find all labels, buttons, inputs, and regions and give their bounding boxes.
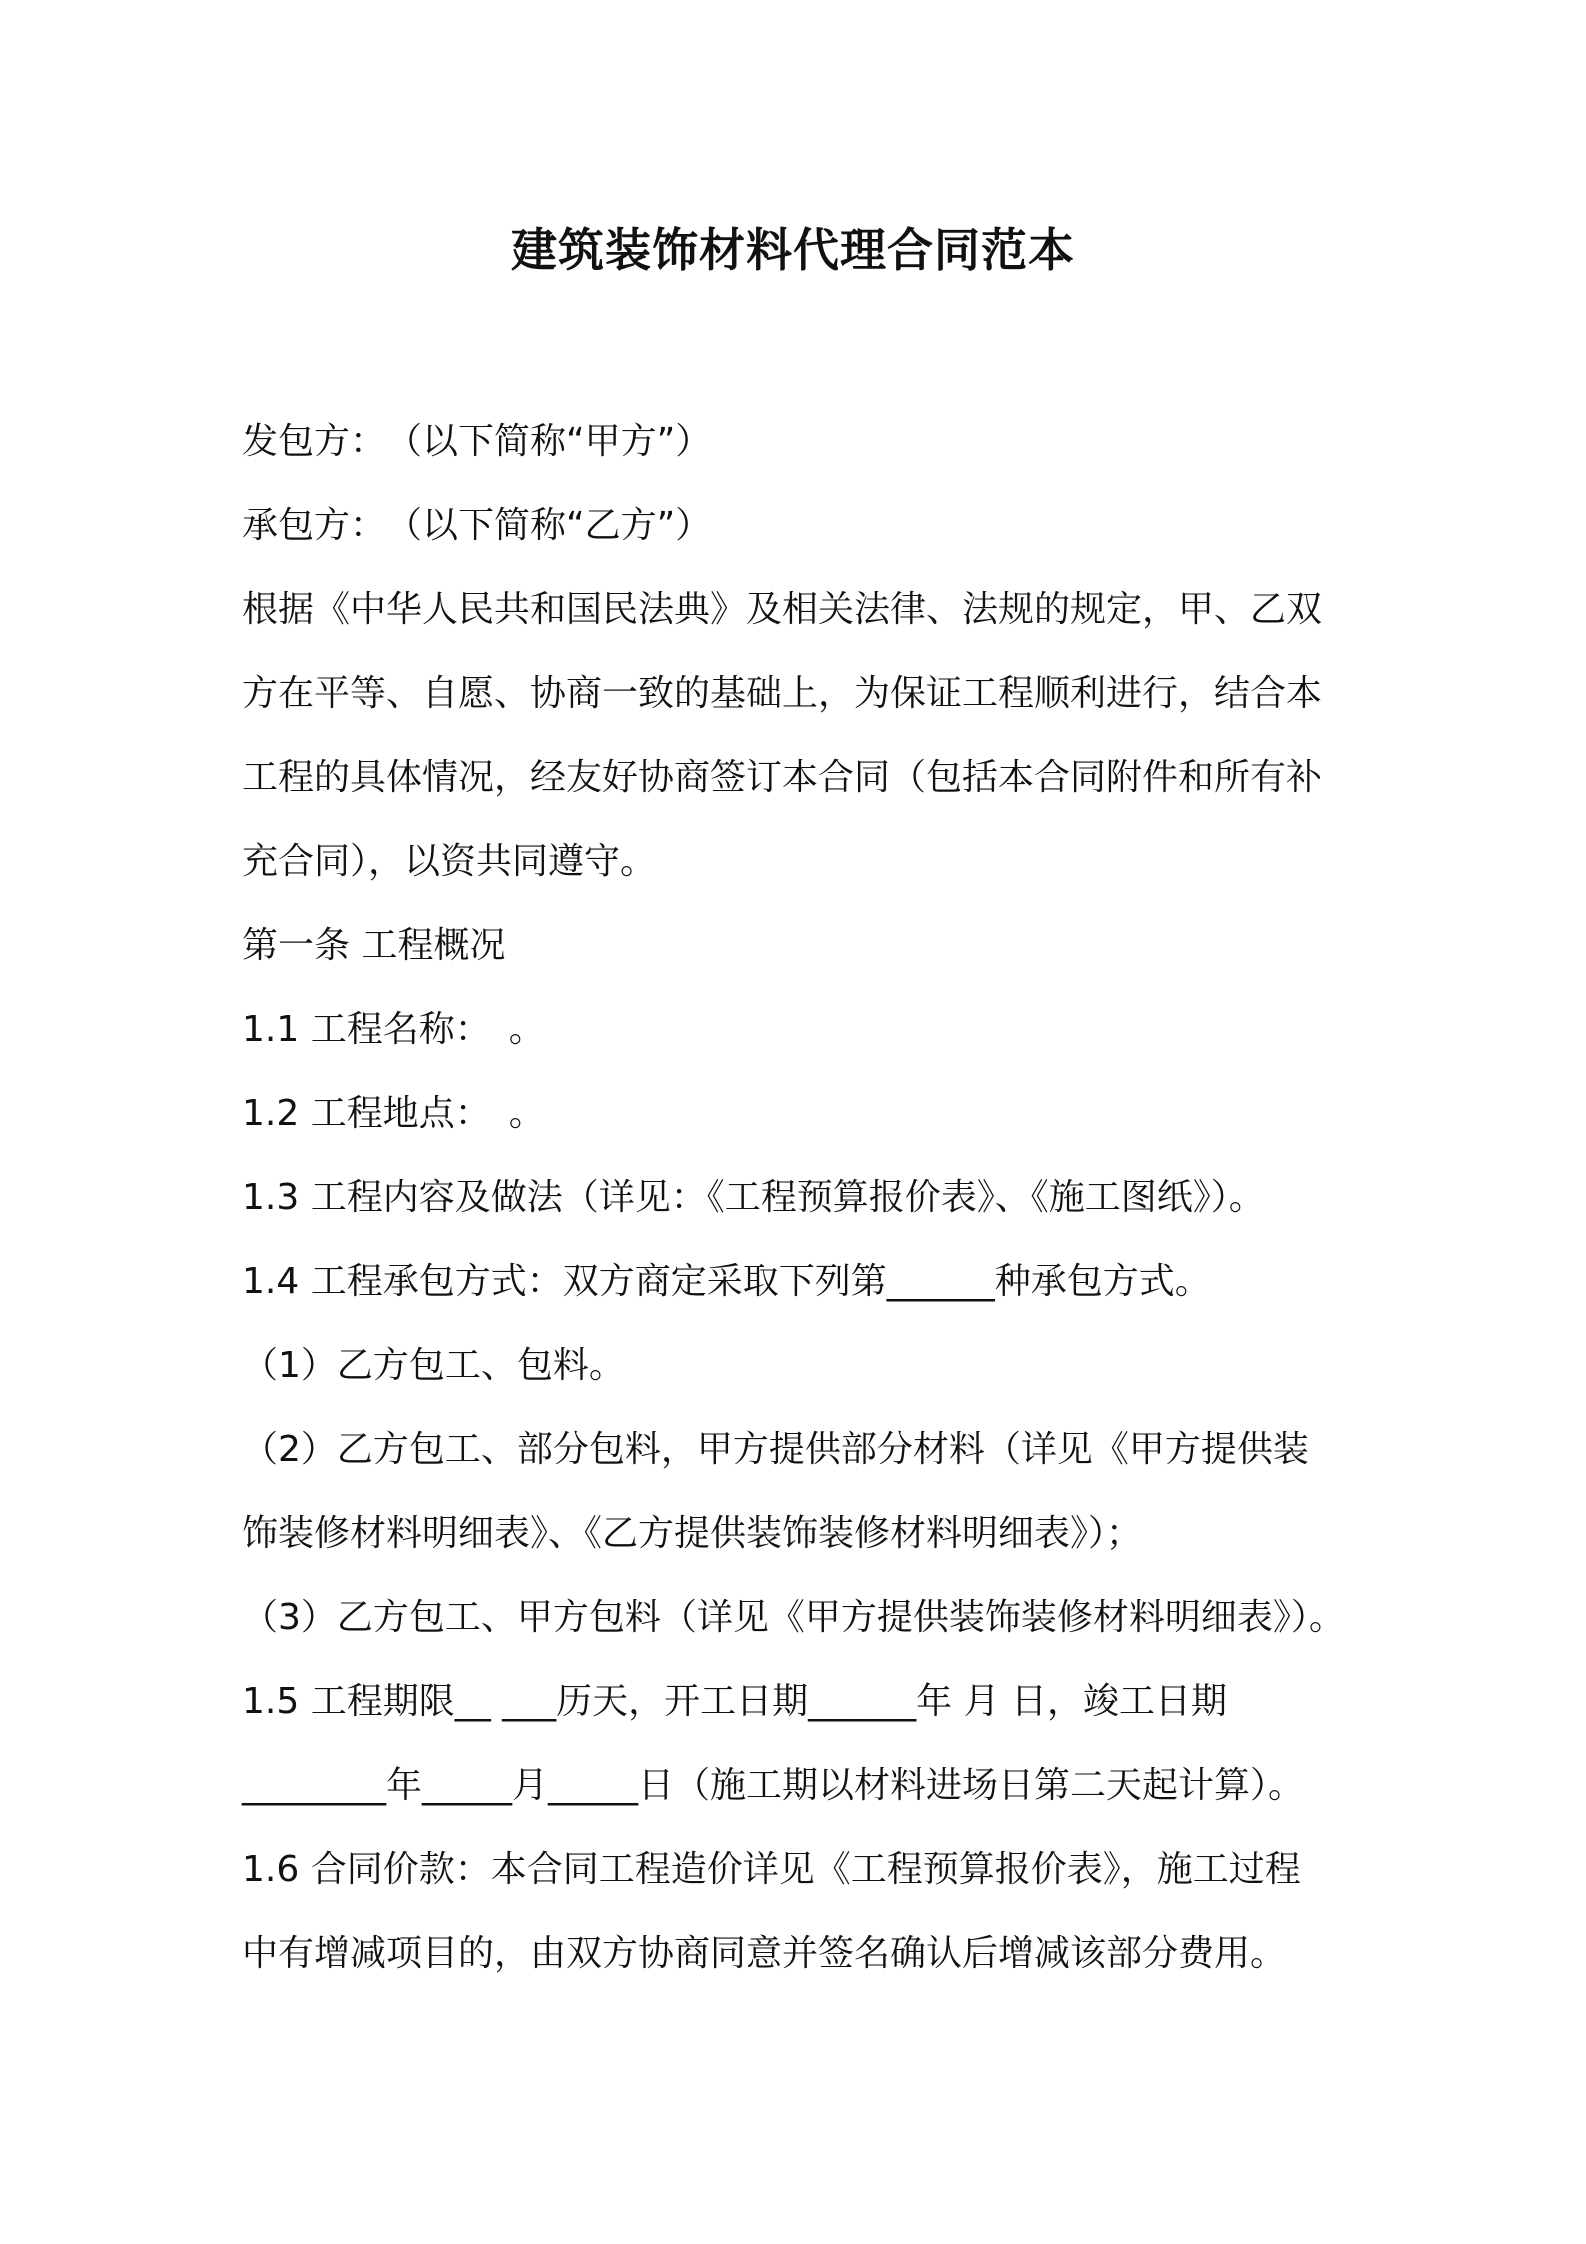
option-3: （3）乙方包工、甲方包料（详见《甲方提供装饰装修材料明细表》）。: [242, 1597, 1345, 1638]
option-2: （2）乙方包工、部分包料，甲方提供部分材料（详见《甲方提供装: [242, 1429, 1309, 1470]
clause-1-2: 1.2 工程地点： 。: [242, 1093, 545, 1134]
party-a-line: 发包方： （以下简称“甲方”）: [242, 421, 712, 462]
document-title: 建筑装饰材料代理合同范本: [511, 223, 1075, 277]
clause-1-5-continued: ________年_____月_____日（施工期以材料进场日第二天起计算）。: [242, 1765, 1305, 1806]
preamble-line: 工程的具体情况，经友好协商签订本合同（包括本合同附件和所有补: [242, 757, 1323, 798]
option-2-continued: 饰装修材料明细表》、《乙方提供装饰装修材料明细表》）；: [242, 1513, 1143, 1554]
party-b-line: 承包方： （以下简称“乙方”）: [242, 505, 712, 546]
preamble-line: 充合同），以资共同遵守。: [242, 841, 657, 882]
article-heading: 第一条 工程概况: [242, 925, 506, 966]
clause-1-6: 1.6 合同价款：本合同工程造价详见《工程预算报价表》，施工过程: [242, 1849, 1301, 1890]
clause-1-5: 1.5 工程期限__ ___历天，开工日期______年 月 日，竣工日期: [242, 1681, 1228, 1722]
clause-1-6-continued: 中有增减项目的，由双方协商同意并签名确认后增减该部分费用。: [242, 1933, 1287, 1974]
option-1: （1）乙方包工、包料。: [242, 1345, 625, 1386]
clause-1-4: 1.4 工程承包方式：双方商定采取下列第______种承包方式。: [242, 1261, 1211, 1302]
clause-1-1: 1.1 工程名称： 。: [242, 1009, 545, 1050]
preamble-line: 根据《中华人民共和国民法典》及相关法律、法规的规定，甲、乙双: [242, 589, 1323, 630]
clause-1-3: 1.3 工程内容及做法（详见：《工程预算报价表》、《施工图纸》）。: [242, 1177, 1265, 1218]
preamble-line: 方在平等、自愿、协商一致的基础上，为保证工程顺利进行，结合本: [242, 673, 1323, 714]
document-body: [242, 400, 1372, 1996]
